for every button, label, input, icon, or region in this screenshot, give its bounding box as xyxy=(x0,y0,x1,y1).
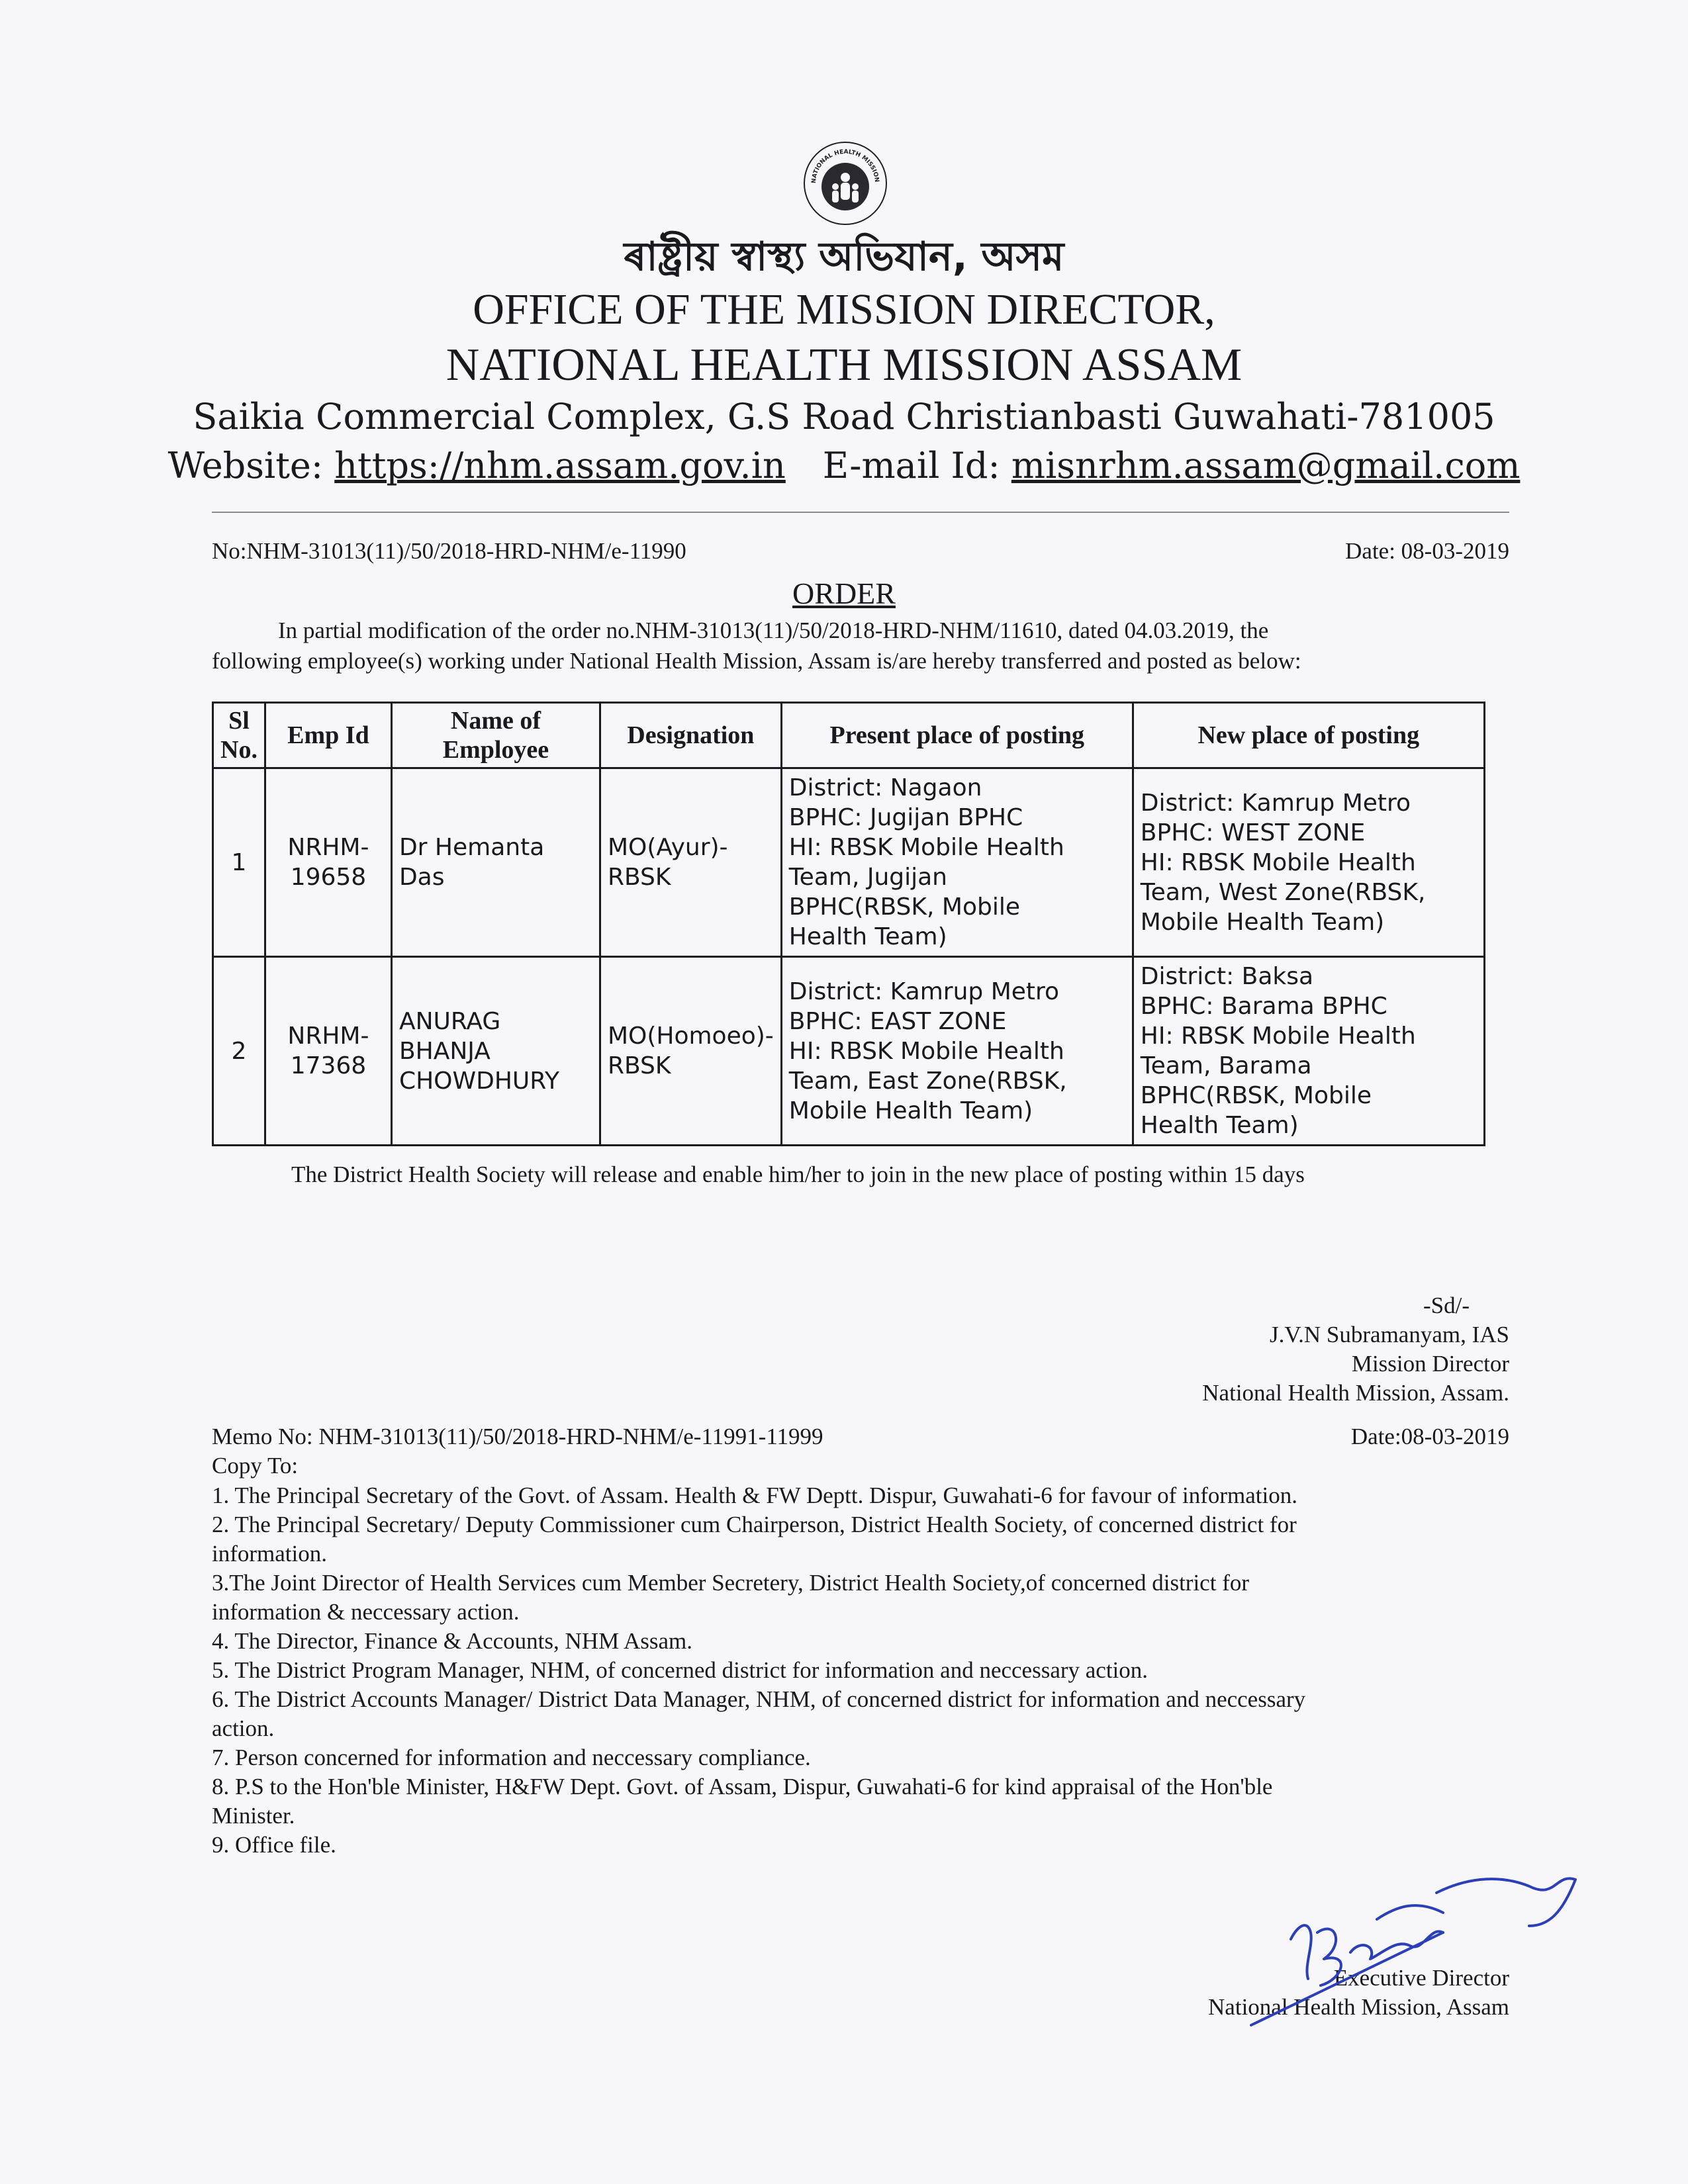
list-item: 4. The Director, Finance & Accounts, NHM Assam. xyxy=(212,1628,693,1654)
header-divider xyxy=(212,512,1509,513)
cell-new-posting: District: Kamrup Metro BPHC: WEST ZONE HI: RBSK Mobile Health Team, West Zone(RBSK, Mobile Health Team) xyxy=(1133,768,1484,957)
list-item: information. xyxy=(212,1541,327,1567)
header-present-posting: Present place of posting xyxy=(781,703,1133,768)
cell-sl: 2 xyxy=(213,957,265,1146)
signatory-organization: National Health Mission, Assam. xyxy=(1202,1380,1509,1406)
header-emp-id: Emp Id xyxy=(265,703,391,768)
release-note: The District Health Society will release and enable him/her to join in the new place of posting within 15 days xyxy=(291,1161,1305,1187)
office-address: Saikia Commercial Complex, G.S Road Christianbasti Guwahati-781005 xyxy=(193,396,1495,437)
contact-line xyxy=(0,445,1688,486)
order-intro xyxy=(212,615,1509,676)
header-sl: Sl No. xyxy=(213,703,265,768)
cell-employee-name: ANURAG BHANJA CHOWDHURY xyxy=(391,957,600,1146)
handwritten-signature-icon xyxy=(1244,1853,1589,2032)
cell-designation: MO(Ayur)- RBSK xyxy=(600,768,781,957)
memo-number: Memo No: NHM-31013(11)/50/2018-HRD-NHM/e-11991-11999 xyxy=(212,1424,823,1449)
copy-to-label: Copy To: xyxy=(212,1453,299,1479)
list-item: 7. Person concerned for information and neccessary compliance. xyxy=(212,1745,811,1770)
list-item: 1. The Principal Secretary of the Govt. of Assam. Health & FW Deptt. Dispur, Guwahati-6 for favour of information. xyxy=(212,1482,1297,1508)
intro-line: In partial modification of the order no.NHM-31013(11)/50/2018-HRD-NHM/11610, dated 04.03.2019, the xyxy=(278,617,1269,643)
cell-employee-name: Dr Hemanta Das xyxy=(391,768,600,957)
cell-emp-id: NRHM- 19658 xyxy=(265,768,391,957)
list-item: 3.The Joint Director of Health Services cum Member Secretery, District Health Society,of concerned district for xyxy=(212,1570,1250,1596)
list-item: 6. The District Accounts Manager/ District Data Manager, NHM, of concerned district for information and neccessary xyxy=(212,1686,1306,1712)
table-row xyxy=(213,768,1485,957)
email-link[interactable]: misnrhm.assam@gmail.com xyxy=(1011,445,1521,486)
cell-present-posting: District: Nagaon BPHC: Jugijan BPHC HI: RBSK Mobile Health Team, Jugijan BPHC(RBSK, Mobile Health Team) xyxy=(781,768,1133,957)
header-name: Name of Employee xyxy=(391,703,600,768)
signed-mark: -Sd/- xyxy=(1423,1293,1470,1318)
list-item: Minister. xyxy=(212,1803,295,1829)
cell-new-posting: District: Baksa BPHC: Barama BPHC HI: RBSK Mobile Health Team, Barama BPHC(RBSK, Mobile Health Team) xyxy=(1133,957,1484,1146)
nhm-emblem-icon xyxy=(801,139,890,228)
memo-date: Date:08-03-2019 xyxy=(1350,1424,1509,1449)
email-label: E-mail Id: xyxy=(822,445,1000,486)
table-row xyxy=(213,957,1485,1146)
list-item: 8. P.S to the Hon'ble Minister, H&FW Dept. Govt. of Assam, Dispur, Guwahati-6 for kind appraisal of the Hon'ble xyxy=(212,1774,1273,1799)
organization-title: NATIONAL HEALTH MISSION ASSAM xyxy=(445,340,1243,390)
executive-organization: National Health Mission, Assam xyxy=(1208,1994,1509,2020)
copy-to-list xyxy=(212,1481,1509,1860)
list-item: 9. Office file. xyxy=(212,1832,336,1858)
list-item: action. xyxy=(212,1715,275,1741)
executive-title: Executive Director xyxy=(1333,1965,1509,1991)
intro-line: following employee(s) working under National Health Mission, Assam is/are hereby transferred and posted as below: xyxy=(212,648,1301,674)
order-heading: ORDER xyxy=(792,576,896,610)
svg-text:NATIONAL HEALTH MISSION: NATIONAL HEALTH MISSION xyxy=(810,148,880,184)
table-header-row xyxy=(213,703,1485,768)
cell-designation: MO(Homoeo)- RBSK xyxy=(600,957,781,1146)
cell-sl: 1 xyxy=(213,768,265,957)
cell-emp-id: NRHM- 17368 xyxy=(265,957,391,1146)
posting-table xyxy=(212,702,1485,1146)
signatory-title: Mission Director xyxy=(1351,1351,1509,1377)
header-new-posting: New place of posting xyxy=(1133,703,1484,768)
website-label: Website: xyxy=(167,445,324,486)
header-designation: Designation xyxy=(600,703,781,768)
office-title: OFFICE OF THE MISSION DIRECTOR, xyxy=(473,285,1215,334)
order-number: No:NHM-31013(11)/50/2018-HRD-NHM/e-11990 xyxy=(212,538,686,564)
assamese-title: ৰাষ্ট্ৰীয় স্বাস্থ্য অভিযান, অসম xyxy=(624,234,1064,280)
signatory-name: J.V.N Subramanyam, IAS xyxy=(1270,1322,1509,1347)
cell-present-posting: District: Kamrup Metro BPHC: EAST ZONE HI: RBSK Mobile Health Team, East Zone(RBSK, Mobile Health Team) xyxy=(781,957,1133,1146)
order-date: Date: 08-03-2019 xyxy=(1345,538,1509,564)
list-item: 2. The Principal Secretary/ Deputy Commissioner cum Chairperson, District Health Society, of concerned district for xyxy=(212,1512,1297,1537)
list-item: 5. The District Program Manager, NHM, of concerned district for information and neccessary action. xyxy=(212,1657,1149,1683)
website-link[interactable]: https://nhm.assam.gov.in xyxy=(334,445,786,486)
list-item: information & neccessary action. xyxy=(212,1599,520,1625)
